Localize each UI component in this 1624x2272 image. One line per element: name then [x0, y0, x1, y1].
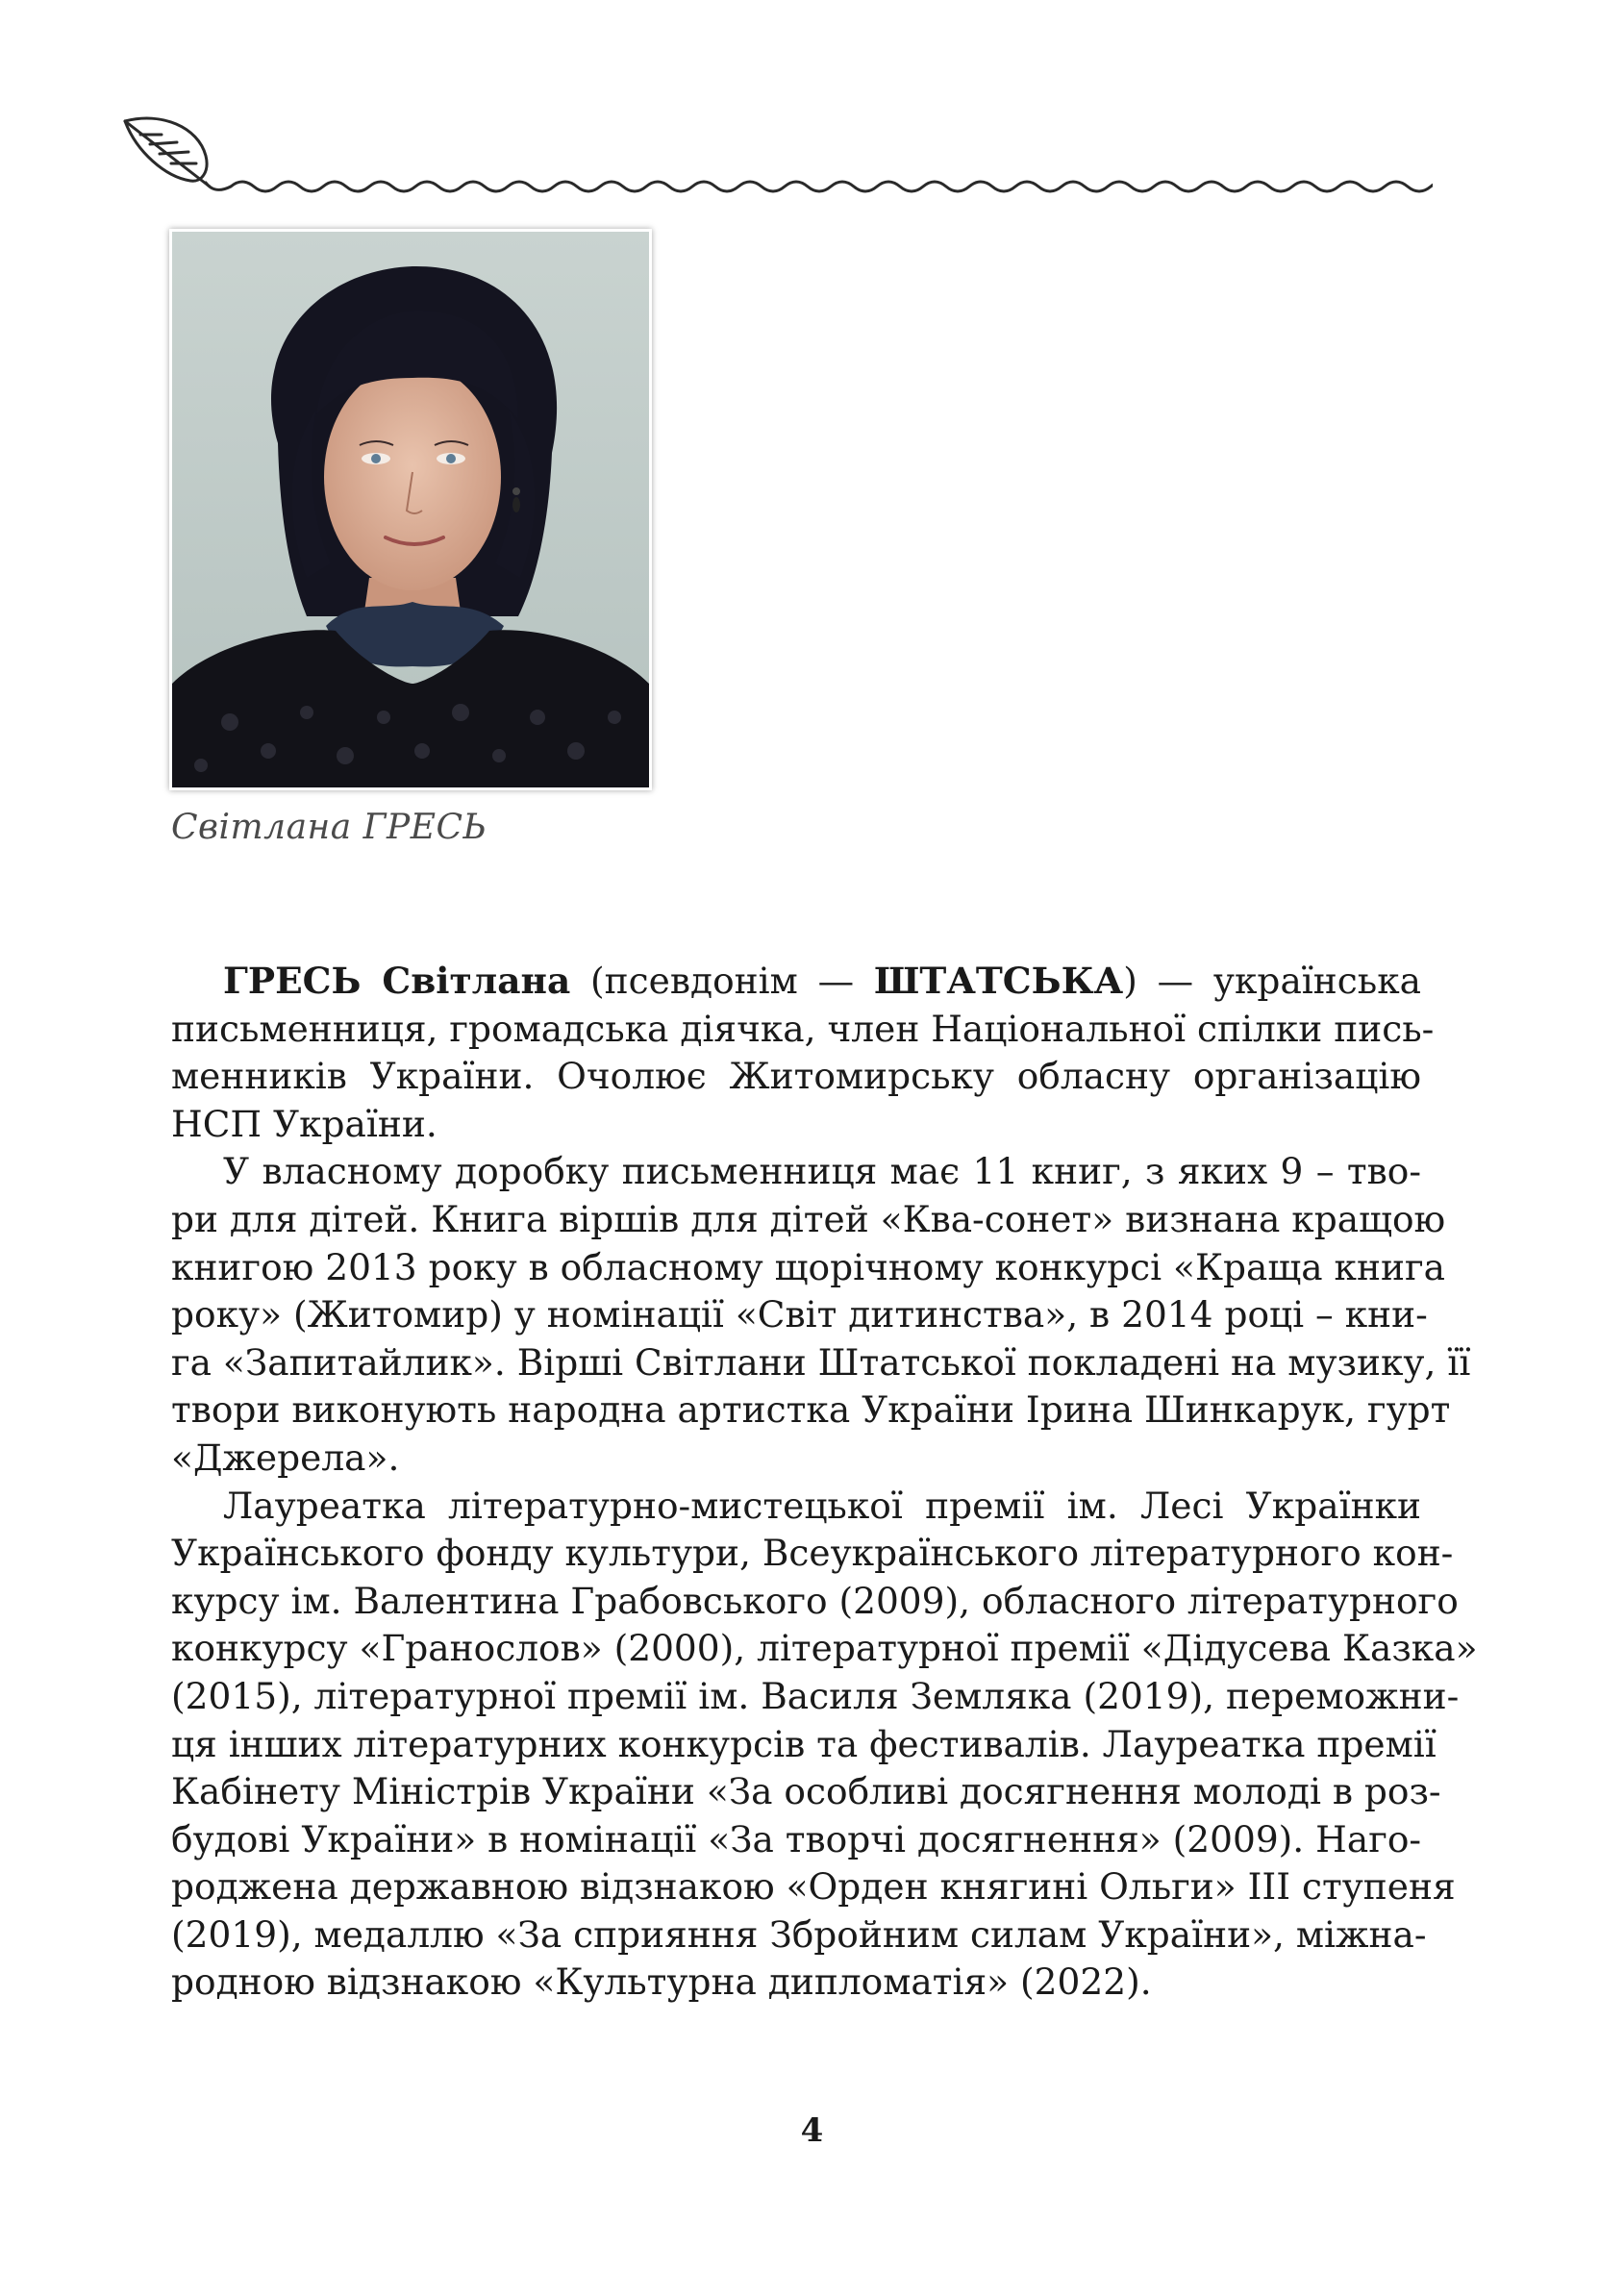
text-line: [171, 1673, 1460, 1721]
feather-icon: [125, 118, 231, 189]
text-run: року» (Житомир) у номінації «Світ дитинства», в 2014 році – кни-: [171, 1293, 1428, 1336]
wave-divider: [231, 182, 1433, 191]
text-run: У власному доробку письменниця має 11 книг, з яких 9 – тво-: [223, 1150, 1421, 1193]
bold-text: ШТАТСЬКА: [873, 960, 1124, 1002]
text-run: курсу ім. Валентина Грабовського (2009), обласного літературного: [171, 1579, 1459, 1622]
photo-caption: Світлана ГРЕСЬ: [171, 808, 487, 847]
text-run: роджена державною відзнакою «Орден княгині Ольги» III ступеня: [171, 1865, 1456, 1909]
text-run: ) — українська: [1123, 960, 1421, 1002]
text-line: [171, 1339, 1471, 1387]
text-line: [171, 1053, 1421, 1101]
feather-wave-ornament: [123, 113, 1433, 202]
paragraph: [171, 1483, 1478, 2008]
text-run: конкурсу «Гранослов» (2000), літературної премії «Дідусева Казка»: [171, 1627, 1478, 1670]
biography-text: [171, 958, 1478, 2007]
author-portrait-frame: [169, 229, 652, 790]
text-line: [171, 1483, 1421, 1531]
text-line: [171, 1148, 1421, 1196]
paragraph: [171, 958, 1435, 1148]
text-line: [171, 1578, 1459, 1626]
text-line: [171, 1625, 1478, 1673]
text-line: [171, 1101, 1421, 1149]
text-run: га «Запитайлик». Вірші Світлани Штатської покладені на музику, її: [171, 1340, 1471, 1384]
text-run: менників України. Очолює Житомирську обласну організацію: [171, 1055, 1421, 1098]
text-line: [171, 1196, 1446, 1244]
page-number: 4: [800, 2111, 824, 2150]
text-line: [171, 1816, 1421, 1864]
text-run: письменниця, громадська діячка, член Національної спілки пись-: [171, 1007, 1435, 1050]
text-line: [171, 1386, 1451, 1435]
text-run: Кабінету Міністрів України «За особливі досягнення молоді в роз-: [171, 1770, 1441, 1813]
text-run: (2015), літературної премії ім. Василя Земляка (2019), переможни-: [171, 1674, 1460, 1717]
text-line: [171, 1291, 1428, 1339]
text-run: «Джерела».: [171, 1436, 400, 1479]
text-run: книгою 2013 року в обласному щорічному конкурсі «Краща книга: [171, 1245, 1445, 1288]
text-run: (2019), медаллю «За сприяння Збройним силам України», міжна-: [171, 1912, 1427, 1956]
text-run: ри для дітей. Книга віршів для дітей «Ква-сонет» визнана кращою: [171, 1197, 1446, 1240]
text-run: ця інших літературних конкурсів та фестивалів. Лауреатка премії: [171, 1722, 1437, 1765]
text-run: Українського фонду культури, Всеукраїнського літературного кон-: [171, 1532, 1454, 1575]
text-run: (псевдонім —: [570, 960, 874, 1002]
text-line: [171, 1959, 1421, 2007]
text-line: [171, 958, 1421, 1006]
text-line: [171, 1244, 1445, 1292]
text-line: [171, 1768, 1441, 1816]
text-line: [171, 1006, 1435, 1054]
author-portrait: [172, 232, 649, 787]
text-run: Лауреатка літературно-мистецької премії ім. Лесі Українки: [223, 1484, 1421, 1527]
text-run: твори виконують народна артистка України Ірина Шинкарук, гурт: [171, 1388, 1451, 1432]
text-line: [171, 1911, 1427, 1960]
bold-text: ГРЕСЬ Світлана: [223, 960, 571, 1002]
text-run: НСП України.: [171, 1102, 437, 1145]
text-run: будові України» в номінації «За творчі досягнення» (2009). Наго-: [171, 1817, 1422, 1860]
text-line: [171, 1863, 1456, 1911]
text-line: [171, 1530, 1454, 1578]
paragraph: [171, 1148, 1471, 1482]
text-line: [171, 1721, 1437, 1769]
text-run: родною відзнакою «Культурна дипломатія» (2022).: [171, 1960, 1152, 2004]
text-line: [171, 1435, 1421, 1483]
